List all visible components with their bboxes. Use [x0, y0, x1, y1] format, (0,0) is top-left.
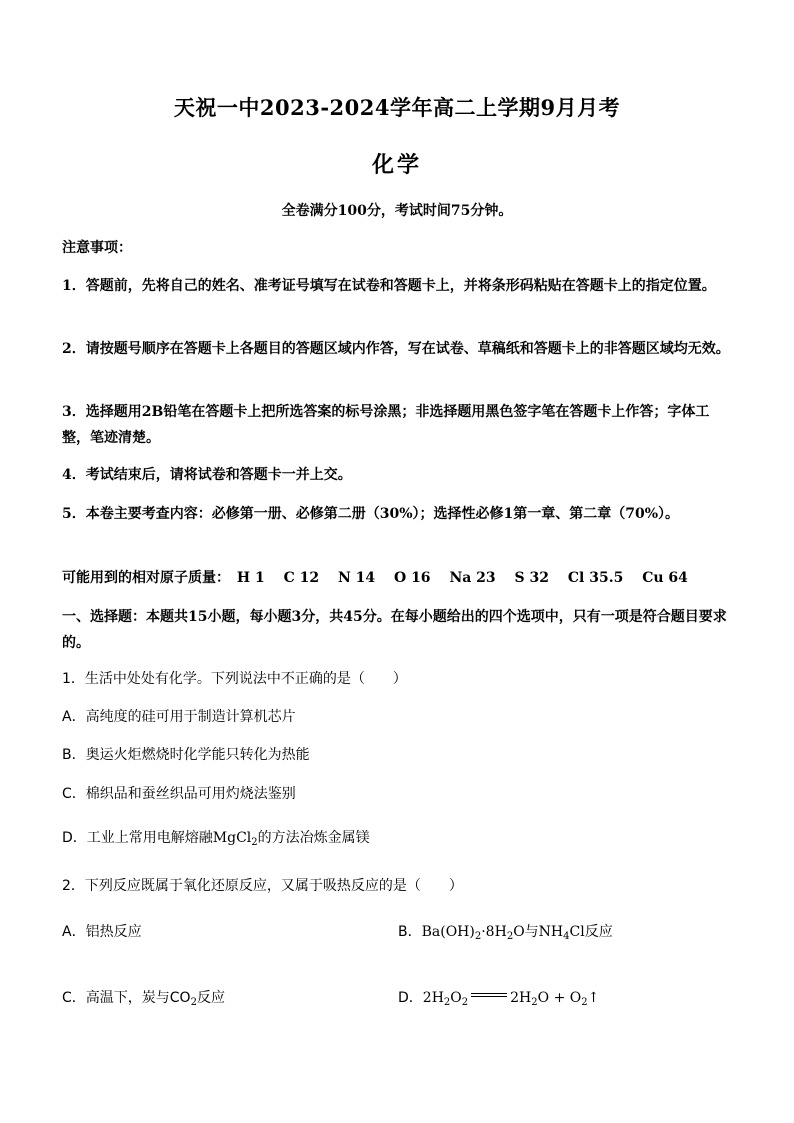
question-1-option-a: A．高纯度的硅可用于制造计算机芯片 — [62, 709, 296, 725]
note-item-1: 1．答题前，先将自己的姓名、准考证号填写在试卷和答题卡上，并将条形码粘贴在答题卡上的指定位置。 — [62, 278, 716, 294]
atomic-masses — [62, 565, 734, 591]
question-2-option-c: C．高温下，炭与$CO_2$反应 — [62, 990, 225, 1008]
question-1-option-c: C．棉织品和蚕丝织品可用灼烧法鉴别 — [62, 786, 296, 802]
mass-cu: Cu 64 — [642, 570, 688, 586]
mass-n: N 14 — [337, 570, 376, 586]
mass-na: Na 23 — [449, 570, 496, 586]
note-item-2: 2．请按题号顺序在答题卡上各题目的答题区域内作答，写在试卷、草稿纸和答题卡上的非答题区域均无效。 — [62, 341, 730, 357]
score-info: 全卷满分100分，考试时间75分钟。 — [281, 203, 513, 219]
mass-h: H 1 — [236, 570, 265, 586]
exam-title: 天祝一中2023-2024学年高二上学期9月月考 — [173, 95, 621, 120]
note-item-4: 4．考试结束后，请将试卷和答题卡一并上交。 — [62, 467, 352, 483]
gas-arrow-icon: ↑ — [587, 990, 600, 1006]
question-1-option-d: D．工业上常用电解熔融MgCl$_2$的方法冶炼金属镁 — [62, 830, 370, 848]
question-2-option-d: D．$2H_2O_2$ $2H_2O$ + $O_2↑$ — [398, 990, 600, 1008]
equals-sign — [471, 991, 507, 999]
subject-title: 化学 — [371, 152, 422, 178]
mass-s: S 32 — [514, 570, 550, 586]
question-1-stem: 1．生活中处处有化学。下列说法中不正确的是（ ） — [62, 671, 407, 687]
question-2-stem: 2．下列反应既属于氧化还原反应，又属于吸热反应的是（ ） — [62, 878, 463, 894]
section-1-heading: 一、选择题：本题共15小题，每小题3分，共45分。在每小题给出的四个选项中，只有一项是符合题目要求的。 — [62, 609, 727, 651]
mass-c: C 12 — [283, 570, 320, 586]
note-item-5: 5．本卷主要考查内容：必修第一册、必修第二册（30%）；选择性必修1第一章、第二章（70%）。 — [62, 506, 680, 522]
notes-heading: 注意事项： — [62, 240, 132, 256]
atomic-masses-label: 可能用到的相对原子质量： — [62, 570, 230, 586]
question-1-option-b: B．奥运火炬燃烧时化学能只转化为热能 — [62, 747, 310, 763]
question-2-option-b: B．$Ba(OH)_2\cdot 8H_2O$与$NH_4Cl$反应 — [398, 924, 613, 942]
question-2-option-a: A．铝热反应 — [62, 924, 142, 940]
mass-cl: Cl 35.5 — [567, 570, 624, 586]
note-item-3: 3．选择题用2B铅笔在答题卡上把所选答案的标号涂黑；非选择题用黑色签字笔在答题卡上作答；字体工整，笔迹清楚。 — [62, 404, 710, 446]
mass-o: O 16 — [394, 570, 431, 586]
